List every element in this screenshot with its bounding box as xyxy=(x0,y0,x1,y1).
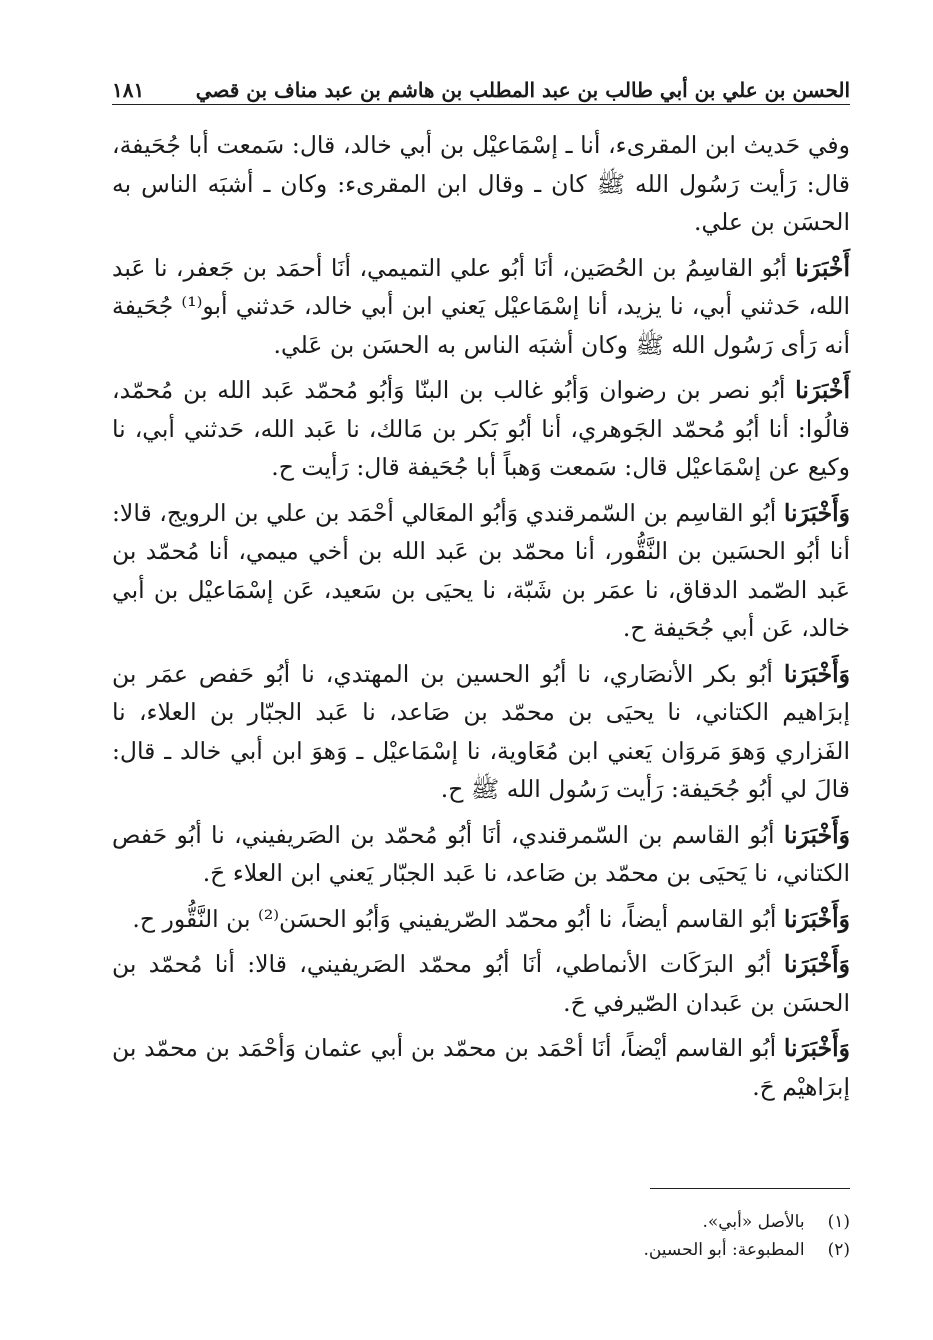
paragraph-lead: وَأَخْبَرَنا xyxy=(783,904,850,933)
paragraph-text: أبُو القاسم أيْضاً، أنَا أحْمَد بن محمّد بن أبي عثمان وَأحْمَد بن محمّد بن إبرَاهيْم حَ. xyxy=(112,1034,850,1101)
footnote-text: بالأصل «أبي». xyxy=(702,1212,805,1232)
paragraph-text: أبُو البرَكَات الأنماطي، أنَا أبُو محمّد الصَريفيني، قالا: أنا مُحمّد بن الحسَن بن عَبدان الصّيرفي حَ. xyxy=(112,950,850,1017)
paragraph-3 xyxy=(112,371,850,487)
running-title: الحسن بن علي بن أبي طالب بن عبد المطلب بن هاشم بن عبد مناف بن قصي xyxy=(195,78,850,102)
paragraph-lead: وَأَخْبَرَنا xyxy=(783,1034,850,1062)
paragraph-lead: أَخْبَرَنا xyxy=(795,253,850,282)
running-header xyxy=(112,62,850,102)
paragraph-text: أبُو القاسم بن السّمرقندي، أنَا أبُو مُحمّد بن الصَريفيني، نا أبُو حَفص الكتاني، نا يَحيَى بن محمّد بن صَاعد، نا عَبد الجبّار يَعني ابن العلاء حَ. xyxy=(112,820,850,887)
paragraph-text: أبُو القاسِم بن السّمرقندي وَأبُو المعَالي أحْمَد بن علي بن الرويج، قالا: أنا أبُو الحسَين بن النَّقُّور، أنا محمّد بن عَبد الله بن أخي ميمي، أنا مُحمّد بن عَبد الصّمد الدقاق، نا عمَر بن شَبّة، نا يحيَى بن سَعيد، عَن إسْمَاعيْل بن أبي خالد، عَن أبي جُحَيفة ح. xyxy=(112,498,850,642)
paragraph-8 xyxy=(112,945,850,1022)
footnote-number: (٢) xyxy=(827,1240,850,1260)
paragraph-lead: وَأَخْبَرَنا xyxy=(783,950,850,978)
footnote-number: (١) xyxy=(827,1212,850,1232)
main-text xyxy=(112,126,850,1113)
paragraph-4 xyxy=(112,494,850,648)
paragraph-text: وفي حَديث ابن المقرىء، أنا ـ إسْمَاعيْل بن أبي خالد، قال: سَمعت أبا جُحَيفة، قال: رَأيت رَسُول الله ﷺ كان ـ وقال ابن المقرىء: وكان ـ أشبَه الناس به الحسَن بن علي. xyxy=(112,131,850,236)
footnote-divider xyxy=(650,1188,850,1189)
page-number: ١٨١ xyxy=(112,78,145,102)
paragraph-1 xyxy=(112,126,850,242)
paragraph-lead: وَأَخْبَرَنا xyxy=(783,659,850,688)
footnote-text: المطبوعة: أبو الحسين. xyxy=(643,1240,805,1260)
paragraph-2 xyxy=(112,249,850,365)
header-divider xyxy=(112,104,850,105)
paragraph-6 xyxy=(112,816,850,893)
paragraph-lead: وَأَخْبَرَنا xyxy=(783,820,850,849)
paragraph-9 xyxy=(112,1029,850,1106)
footnote-2 xyxy=(112,1236,850,1264)
paragraph-lead: أَخْبَرَنا xyxy=(795,376,850,404)
footnotes xyxy=(112,1208,850,1264)
paragraph-text: أبُو نصر بن رضوان وَأبُو غالب بن البنّا وَأبُو مُحمّد عَبد الله بن مُحمّد، قالُوا: أنا أبُو مُحمّد الجَوهري، أنا أبُو بَكر بن مَالك، نا عَبد الله، حَدثني أبي، نا وكيع عن إسْمَاعيْل قال: سَمعت وَهباً أبا جُحَيفة قال: رَأيت ح. xyxy=(112,376,850,481)
footnote-1 xyxy=(112,1208,850,1236)
paragraph-text: أبُو القاسم أيضاً، نا أبُو محمّد الصّريفيني وَأبُو الحسَن⁽²⁾ بن النَّقُّور ح. xyxy=(132,904,784,933)
paragraph-lead: وَأَخْبَرَنا xyxy=(783,498,850,527)
paragraph-text: أبُو بكر الأنصَاري، نا أبُو الحسين بن المهتدي، نا أبُو حَفص عمَر بن إبرَاهيم الكتاني، نا يحيَى بن محمّد بن صَاعد، نا عَبد الجبّار بن العلاء، نا الفَزاري وَهوَ مَروَان يَعني ابن مُعَاوية، نا إسْمَاعيْل ـ وَهوَ ابن أبي خالد ـ قال: قالَ لي أبُو جُحَيفة: رَأيت رَسُول الله ﷺ ح. xyxy=(112,659,850,803)
paragraph-7 xyxy=(112,900,850,939)
paragraph-text: أبُو القاسِمُ بن الحُصَين، أنَا أبُو علي التميمي، أنَا أحمَد بن جَعفر، نا عَبد الله، حَدثني أبي، نا يزيد، أنا إسْمَاعيْل يَعني ابن أبي خالد، حَدثني أبو⁽¹⁾ جُحَيفة أنه رَأى رَسُول الله ﷺ وكان أشبَه الناس به الحسَن بن عَلي. xyxy=(112,253,850,359)
paragraph-5 xyxy=(112,655,850,809)
